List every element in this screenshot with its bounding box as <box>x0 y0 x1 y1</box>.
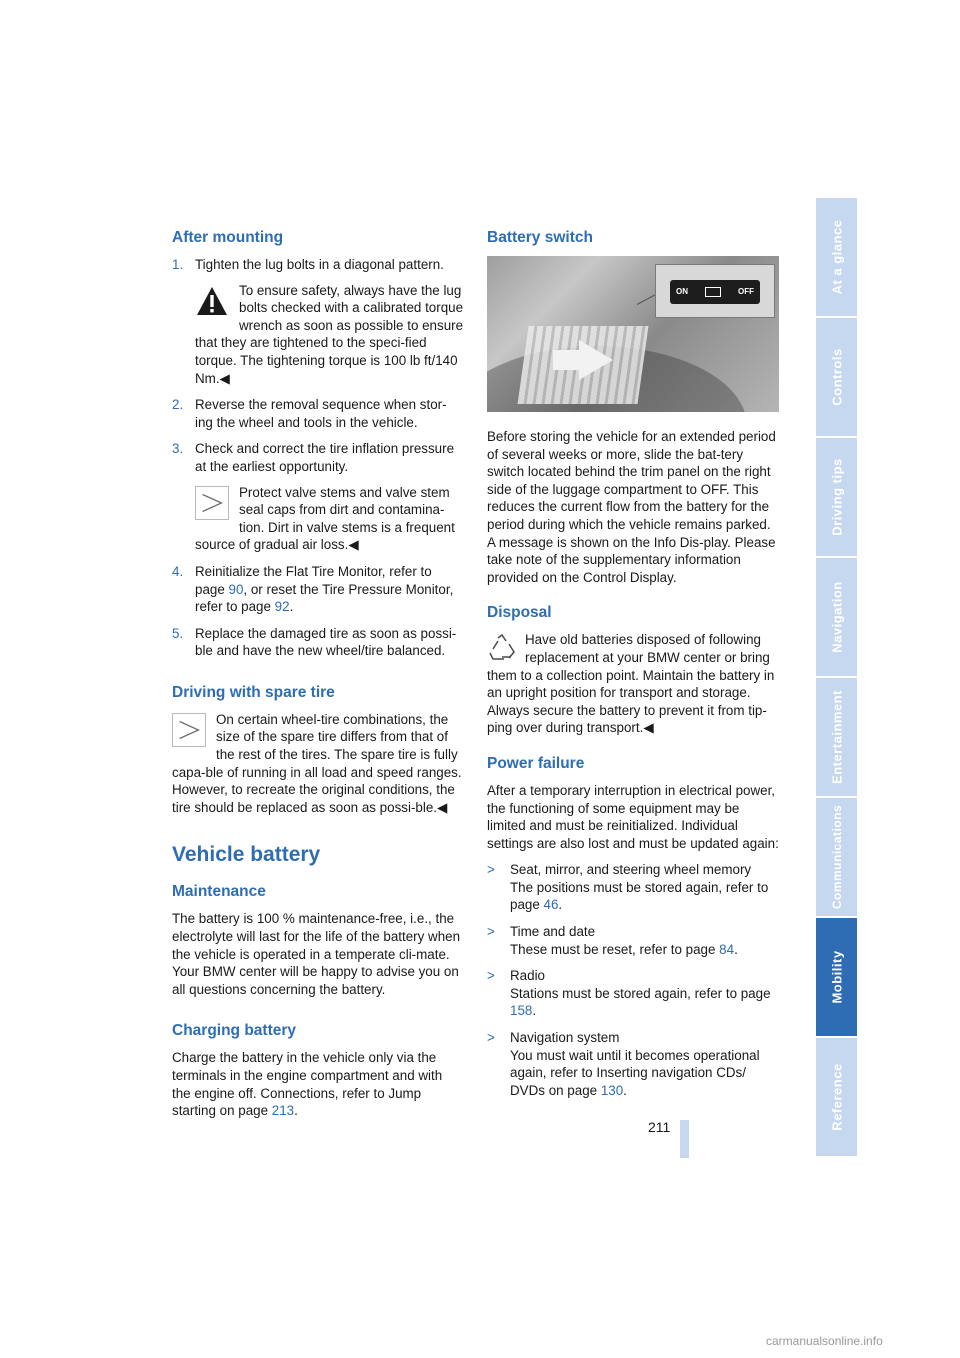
page-link-90[interactable]: 90 <box>228 581 244 597</box>
list-item <box>487 1029 779 1099</box>
item-text: These must be reset, refer to page <box>510 941 720 957</box>
item-text: Stations must be stored again, refer to page <box>510 985 771 1001</box>
tab-label: Entertainment <box>829 690 844 784</box>
section-heading-spare-tire: Driving with spare tire <box>172 683 335 701</box>
item-text: You must wait until it becomes operational again, refer to Inserting navigation CDs/ DVDs on page <box>510 1047 760 1098</box>
item-text-end: . <box>558 897 563 913</box>
tab-label: Mobility <box>829 950 844 1004</box>
step-2 <box>172 396 464 431</box>
step-text-end: . <box>289 599 294 615</box>
tab-label: Navigation <box>829 581 844 653</box>
section-heading-charging: Charging battery <box>172 1022 297 1040</box>
spare-tire-note <box>172 711 464 817</box>
step-text: Reinitialize the Flat Tire Monitor, refer to page <box>195 563 432 597</box>
step-text-mid: , or reset the Tire Pressure Monitor, refer to page <box>195 581 454 615</box>
battery-switch <box>670 280 760 304</box>
step-text: Replace the damaged tire as soon as possi-ble and have the new wheel/tire balanced. <box>195 625 457 659</box>
tab-at-a-glance[interactable] <box>816 198 857 318</box>
step-5 <box>172 625 464 660</box>
switch-label-on: ON <box>676 287 688 297</box>
footer-watermark: carmanualsonline.info <box>766 1334 883 1348</box>
tab-driving-tips[interactable] <box>816 438 857 558</box>
right-column <box>487 228 779 1108</box>
step-1 <box>172 256 464 387</box>
page-link-46[interactable]: 46 <box>543 897 559 913</box>
tab-entertainment[interactable] <box>816 678 857 798</box>
step-number: 3. <box>172 441 184 457</box>
section-heading-maintenance: Maintenance <box>172 883 266 901</box>
bullet-marker: > <box>487 968 495 984</box>
page-link-213[interactable]: 213 <box>271 1103 295 1119</box>
battery-switch-text: Before storing the vehicle for an extended period of several weeks or more, slide the bat-tery switch located behind the trim panel on the right side of the luggage compartment to OFF. This reduces the current flow from the battery for the period during which the vehicle remains parked. A message is shown on the Info Dis-play. Please take note of the supplementary information provided on the Control Display. <box>487 429 776 585</box>
recycle-icon <box>487 633 517 663</box>
disposal-paragraph <box>487 631 779 737</box>
item-text-end: . <box>532 1003 537 1019</box>
charging-text-body: Charge the battery in the vehicle only via the terminals in the engine compartment and with the engine off. Connections, refer to Jump starting on page <box>172 1050 443 1119</box>
page-link-130[interactable]: 130 <box>600 1082 624 1098</box>
arrow-icon <box>579 340 613 380</box>
page-number: 211 <box>648 1119 671 1135</box>
item-title: Seat, mirror, and steering wheel memory <box>510 862 752 878</box>
item-title: Radio <box>510 968 545 984</box>
step-text: Check and correct the tire inflation pressure at the earliest opportunity. <box>195 441 455 474</box>
page-link-92[interactable]: 92 <box>274 599 290 615</box>
switch-label-off: OFF <box>738 287 754 297</box>
chapter-heading-vehicle-battery: Vehicle battery <box>172 843 321 867</box>
tab-label: Driving tips <box>829 458 844 536</box>
tab-reference[interactable] <box>816 1038 857 1158</box>
tab-navigation[interactable] <box>816 558 857 678</box>
step-number: 2. <box>172 397 184 413</box>
tab-communications[interactable] <box>816 798 857 918</box>
tab-label: Reference <box>829 1063 844 1131</box>
power-failure-intro: After a temporary interruption in electrical power, the functioning of some equipment may be limited and must be reinitialized. Individual settings are also lost and must be updated again: <box>487 782 779 851</box>
switch-inset <box>655 264 775 318</box>
step-4 <box>172 563 464 616</box>
warning-triangle-icon <box>195 284 229 318</box>
tip-arrow-icon <box>172 713 206 747</box>
item-title: Time and date <box>510 924 596 940</box>
spare-tire-note-text: On certain wheel-tire combinations, the size of the spare tire differs from that of the rest of the tires. The spare tire is fully capa-ble of running in all load and speed ranges. However, to recreate the original conditions, the tire should be replaced as soon as possi-ble.◀ <box>172 711 462 815</box>
charging-text-end: . <box>294 1103 298 1119</box>
battery-icon <box>705 287 721 297</box>
left-column <box>172 228 464 1129</box>
tip-arrow-icon <box>195 486 229 520</box>
tab-label: Communications <box>829 804 844 910</box>
warning-note <box>195 282 464 388</box>
maintenance-text: The battery is 100 % maintenance-free, i.e., the electrolyte will last for the life of the battery when the vehicle is operated in a temperate cli-mate. Your BMW center will be happy to advise you on all questions concerning the battery. <box>172 911 461 997</box>
list-item <box>487 861 779 914</box>
bullet-marker: > <box>487 924 495 940</box>
tab-controls[interactable] <box>816 318 857 438</box>
battery-switch-photo <box>487 256 779 412</box>
charging-text <box>172 1049 464 1119</box>
page-link-84[interactable]: 84 <box>719 941 735 957</box>
step-text: Tighten the lug bolts in a diagonal pattern. <box>195 257 444 272</box>
tab-mobility[interactable] <box>816 918 857 1038</box>
list-item <box>487 967 779 1020</box>
item-text-end: . <box>734 941 738 957</box>
step-number: 5. <box>172 625 184 641</box>
chapter-tabs <box>816 198 857 1158</box>
list-item <box>487 923 779 958</box>
section-heading-power-failure: Power failure <box>487 754 585 772</box>
step-number: 4. <box>172 563 184 579</box>
section-heading-disposal: Disposal <box>487 604 552 622</box>
item-text-end: . <box>623 1082 627 1098</box>
bullet-marker: > <box>487 1030 495 1046</box>
item-title: Navigation system <box>510 1030 620 1046</box>
page-link-158[interactable]: 158 <box>510 1003 533 1019</box>
disposal-text: Have old batteries disposed of following replacement at your BMW center or bring them to a collection point. Maintain the battery in an upright position for transport and storage. Always secure the battery to prevent it from tip-ping over during transport.◀ <box>487 632 775 736</box>
mounting-steps <box>172 256 464 660</box>
power-failure-list <box>487 861 779 1099</box>
tab-label: At a glance <box>829 219 844 295</box>
section-heading-after-mounting: After mounting <box>172 229 284 246</box>
tip-note <box>195 484 464 554</box>
section-heading-battery-switch: Battery switch <box>487 229 593 246</box>
step-text: Reverse the removal sequence when stor-ing the wheel and tools in the vehicle. <box>195 397 447 430</box>
page-number-bar <box>680 1120 689 1158</box>
tab-label: Controls <box>829 348 844 406</box>
step-3 <box>172 440 464 554</box>
bullet-marker: > <box>487 862 495 878</box>
step-number: 1. <box>172 257 184 272</box>
item-text: The positions must be stored again, refer to page <box>510 879 769 913</box>
tip-note-text: Protect valve stems and valve stem seal caps from dirt and contamina-tion. Dirt in valve stems is a frequent source of gradual air loss.◀ <box>195 484 455 553</box>
warning-note-text: To ensure safety, always have the lug bolts checked with a calibrated torque wrench as soon as possible to ensure that they are tightened to the speci-fied torque. The tightening torque is 100 lb ft/140 Nm.◀ <box>195 282 464 386</box>
